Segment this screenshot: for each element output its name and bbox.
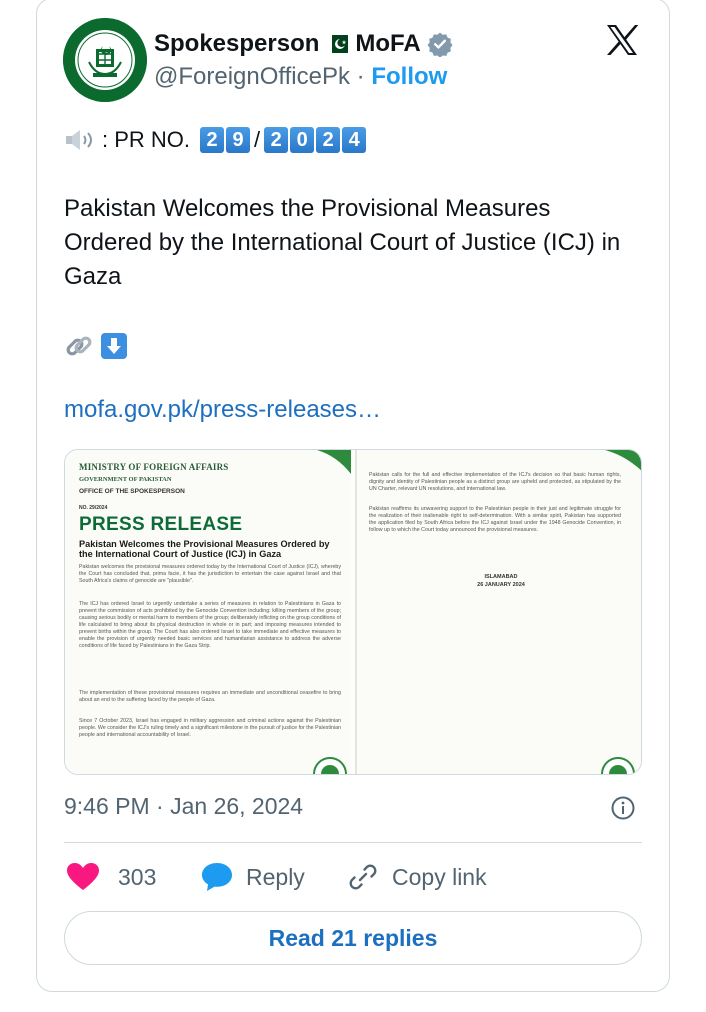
pr-number-line <box>64 124 368 156</box>
emoji-row <box>64 330 128 362</box>
document-page-left <box>65 450 351 775</box>
verified-badge-icon[interactable] <box>427 31 453 57</box>
copy-link-label: Copy link <box>392 863 487 890</box>
reply-bubble-icon <box>200 861 234 893</box>
follow-button[interactable]: Follow <box>371 63 448 90</box>
green-corner-decoration <box>317 450 351 474</box>
doc-pr-number: NO. 29/2024 <box>79 505 108 511</box>
doc-date: 26 JANUARY 2024 <box>477 582 525 588</box>
pr-digit: 4 <box>342 127 366 153</box>
display-name[interactable]: Spokesperson <box>154 30 320 57</box>
reply-button[interactable] <box>200 860 305 894</box>
press-release-image[interactable] <box>64 449 642 775</box>
divider <box>64 842 642 843</box>
doc-press-release-heading: PRESS RELEASE <box>79 514 243 535</box>
heart-icon <box>66 862 100 892</box>
display-name-suffix[interactable]: MoFA <box>355 30 421 57</box>
doc-paragraph: The ICJ has ordered Israel to urgently undertake a series of measures in relation to Palestinians in Gaza to prevent the commission of acts prohibited by the Genocide Convention including: killing members of the group; causing serious bodily or mental harm to members of the group; deliberately inflicting on the group conditions of life calculated to bring about its physical destruction in whole or in part; and imposing measures intended to prevent births within the group. The Court has also ordered Israel to take immediate and effective measures to enable the provision of urgently needed basic services and humanitarian assistance to address the adverse conditions of life faced by Palestinians in the Gaza Strip. <box>79 601 341 649</box>
pakistan-flag-icon <box>325 32 349 56</box>
document-page-right <box>355 450 642 775</box>
pr-slash: / <box>254 127 261 152</box>
pr-digit: 0 <box>290 127 314 153</box>
read-replies-button[interactable]: Read 21 replies <box>64 911 642 965</box>
like-button[interactable] <box>66 860 156 894</box>
doc-ministry: MINISTRY OF FOREIGN AFFAIRS <box>79 462 229 472</box>
like-count: 303 <box>118 863 157 890</box>
doc-paragraph: Pakistan calls for the full and effective implementation of the ICJ's decision so that basic human rights, dignity and identity of Palestinian people as a distinct group are upheld and protected, as stipulated by the UN Charter, relevant UN resolutions, and international law. <box>369 472 621 492</box>
doc-title: Pakistan Welcomes the Provisional Measures Ordered by the International Court of Justice (ICJ) in Gaza <box>79 539 330 559</box>
doc-paragraph: Since 7 October 2023, Israel has engaged in military aggression and criminal actions against the Palestinian people. We consider the ICJ's ruling timely and a significant milestone in the pursuit of justice for the Palestinian people and international accountability of Israel. <box>79 718 341 738</box>
pr-digit: 2 <box>316 127 340 153</box>
speaker-icon <box>64 128 100 152</box>
ministry-seal-icon <box>313 756 347 775</box>
link-chain-icon <box>346 860 380 894</box>
pr-digit: 2 <box>200 127 224 153</box>
doc-paragraph: Pakistan reaffirms its unwavering support to the Palestinian people in their just and legitimate struggle for the realization of their inalienable right to self-determination. With a similar spirit, Pakistan has supported the application filed by South Africa before the ICJ against Israel under the 1948 Genocide Convention, in follow up to which the Court today announced the provisional measures. <box>369 506 621 533</box>
reply-label: Reply <box>246 863 305 890</box>
doc-office: OFFICE OF THE SPOKESPERSON <box>79 488 185 495</box>
handle-row <box>154 63 447 91</box>
pr-digit: 9 <box>226 127 250 153</box>
profile-avatar[interactable] <box>63 18 147 102</box>
author-handle[interactable]: @ForeignOfficePk <box>154 63 350 90</box>
copy-link-button[interactable] <box>346 860 487 894</box>
green-corner-decoration <box>605 450 642 474</box>
down-arrow-icon <box>100 332 128 360</box>
ministry-seal-icon <box>601 756 635 775</box>
author-name-row[interactable] <box>154 28 453 60</box>
tweet-timestamp[interactable]: 9:46 PM · Jan 26, 2024 <box>64 793 304 819</box>
pr-prefix: : PR NO. <box>102 127 191 152</box>
pr-digit: 2 <box>264 127 288 153</box>
tweet-headline: Pakistan Welcomes the Provisional Measures Ordered by the International Court of Justice (ICJ) in Gaza <box>64 195 621 290</box>
press-release-link[interactable]: mofa.gov.pk/press-releases… <box>64 396 382 423</box>
link-icon <box>64 331 94 361</box>
doc-government: GOVERNMENT OF PAKISTAN <box>79 476 172 483</box>
info-icon[interactable] <box>610 795 636 821</box>
handle-separator: · <box>356 63 365 90</box>
doc-paragraph: The implementation of these provisional measures requires an immediate and unconditional ceasefire to bring about an end to the suffering faced by the people of Gaza. <box>79 690 341 703</box>
x-logo-icon[interactable] <box>604 22 640 58</box>
doc-place: ISLAMABAD <box>484 574 518 580</box>
doc-paragraph: Pakistan welcomes the provisional measures ordered today by the International Court of Justice (ICJ), whereby the Court has concluded that, prima facie, it has the jurisdiction to entertain the case against Israel and that South Africa's claims of genocide are "plausible". <box>79 564 341 584</box>
